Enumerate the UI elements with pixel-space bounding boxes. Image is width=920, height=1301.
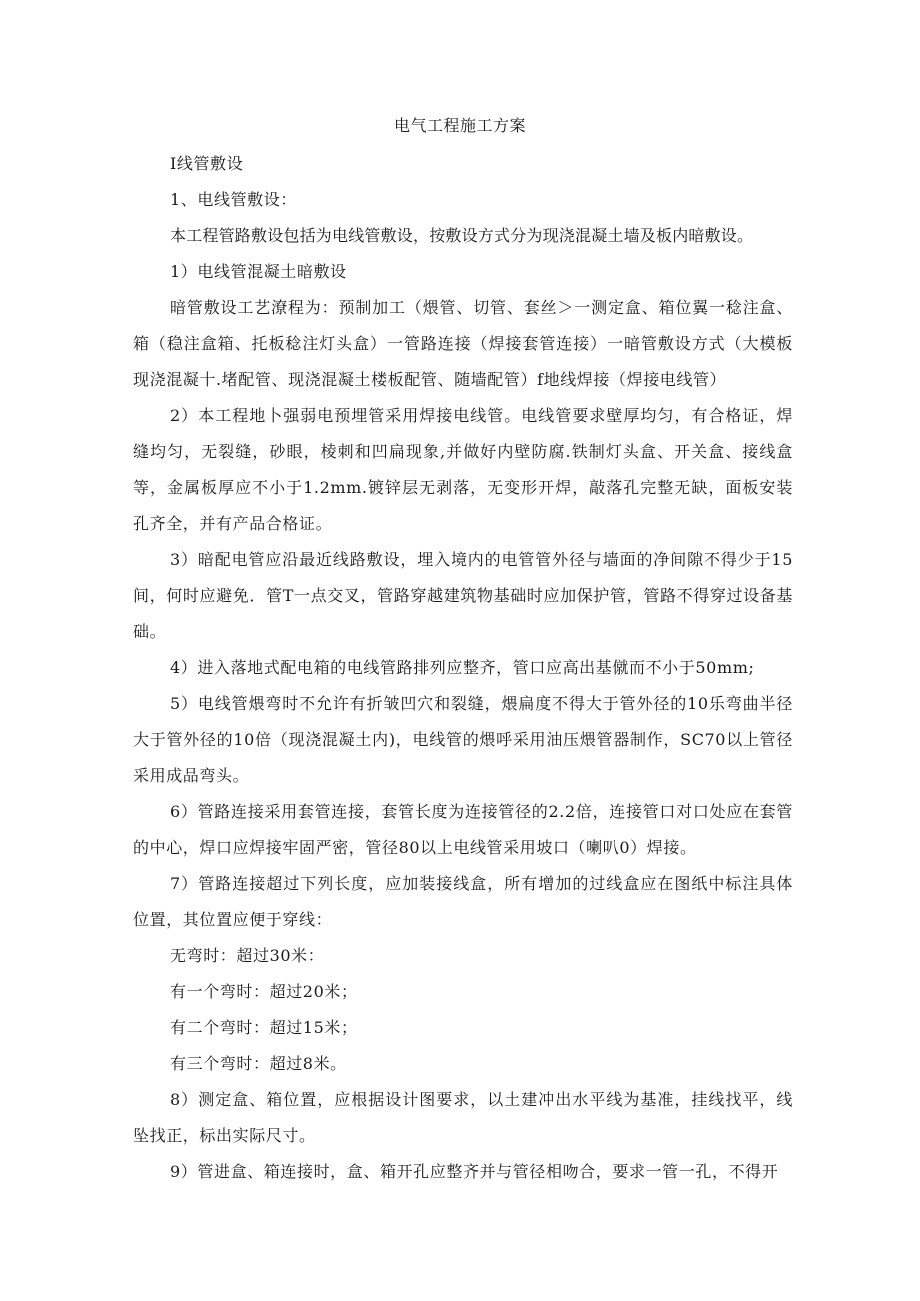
document-body: [133, 146, 793, 1190]
paragraph: 8）测定盒、箱位置，应根据设计图要求，以土建冲出水平线为基准，挂线找平，线坠找正，标出实际尺寸。: [133, 1090, 793, 1145]
paragraph: 2）本工程地卜强弱电预埋管采用焊接电线管。电线管要求壁厚均匀，有合格证，焊缝均匀，无裂缝，砂眼，棱刺和凹扁现象,并做好内壁防腐.铁制灯头盒、开关盒、接线盒等，金属板厚应不小于1.2mm.镀锌层无剥落，无变形开焊，敲落孔完整无缺，面板安装孔齐全，并有产品合格证。: [133, 406, 793, 533]
list-item: 有三个弯时：超过8米。: [170, 1054, 347, 1073]
paragraph: 1）电线管混凝土暗敷设: [170, 262, 347, 281]
list-item: 有二个弯时：超过15米；: [170, 1018, 358, 1037]
paragraph: 4）进入落地式配电箱的电线管路排列应整齐，管口应高出基僦而不小于50mm;: [170, 658, 755, 677]
paragraph: 7）管路连接超过下列长度，应加装接线盒，所有增加的过线盒应在图纸中标注具体位置，其位置应便于穿线：: [133, 874, 793, 929]
paragraph: 3）暗配电管应沿最近线路敷设，埋入境内的电管管外径与墙面的净间隙不得少于15间，何时应避免．管T一点交叉，管路穿越建筑物基础时应加保护管，管路不得穿过设备基础。: [133, 550, 793, 641]
document-title: 电气工程施工方案: [393, 116, 526, 135]
list-item: 无弯时：超过30米：: [170, 946, 325, 965]
subsection-heading: 1、电线管敷设：: [170, 190, 297, 209]
paragraph: 6）管路连接采用套管连接，套管长度为连接管径的2.2倍，连接管口对口处应在套管的中心，焊口应焊接牢固严密，管径80以上电线管采用坡口（喇叭0）焊接。: [133, 802, 793, 857]
paragraph: 本工程管路敷设包括为电线管敷设，按敷设方式分为现浇混凝土墙及板内暗敷设。: [170, 226, 754, 245]
paragraph: 暗管敷设工艺潦程为：预制加工（煨管、切管、套丝＞一测定盒、箱位翼一稔注盒、箱（稳注盒箱、托板稔注灯头盒）一管路连接（焊接套管连接）一暗管敷设方式（大模板现浇混凝十.堵配管、现浇混凝土楼板配管、随墙配管）f地线焊接（焊接电线管）: [133, 298, 793, 389]
paragraph: 9）管进盒、箱连接时，盒、箱开孔应整齐并与管径相吻合，要求一管一孔，不得开: [170, 1162, 779, 1181]
section-heading: I线管敷设: [170, 154, 244, 173]
paragraph: 5）电线管煨弯时不允许有折皱凹穴和裂缝，煨扁度不得大于管外径的10乐弯曲半径大于管外径的10倍（现浇混凝土内)，电线管的煨呼采用油压煨管器制作，SC70以上管径采用成品弯头。: [133, 694, 793, 785]
list-item: 有一个弯时：超过20米；: [170, 982, 358, 1001]
